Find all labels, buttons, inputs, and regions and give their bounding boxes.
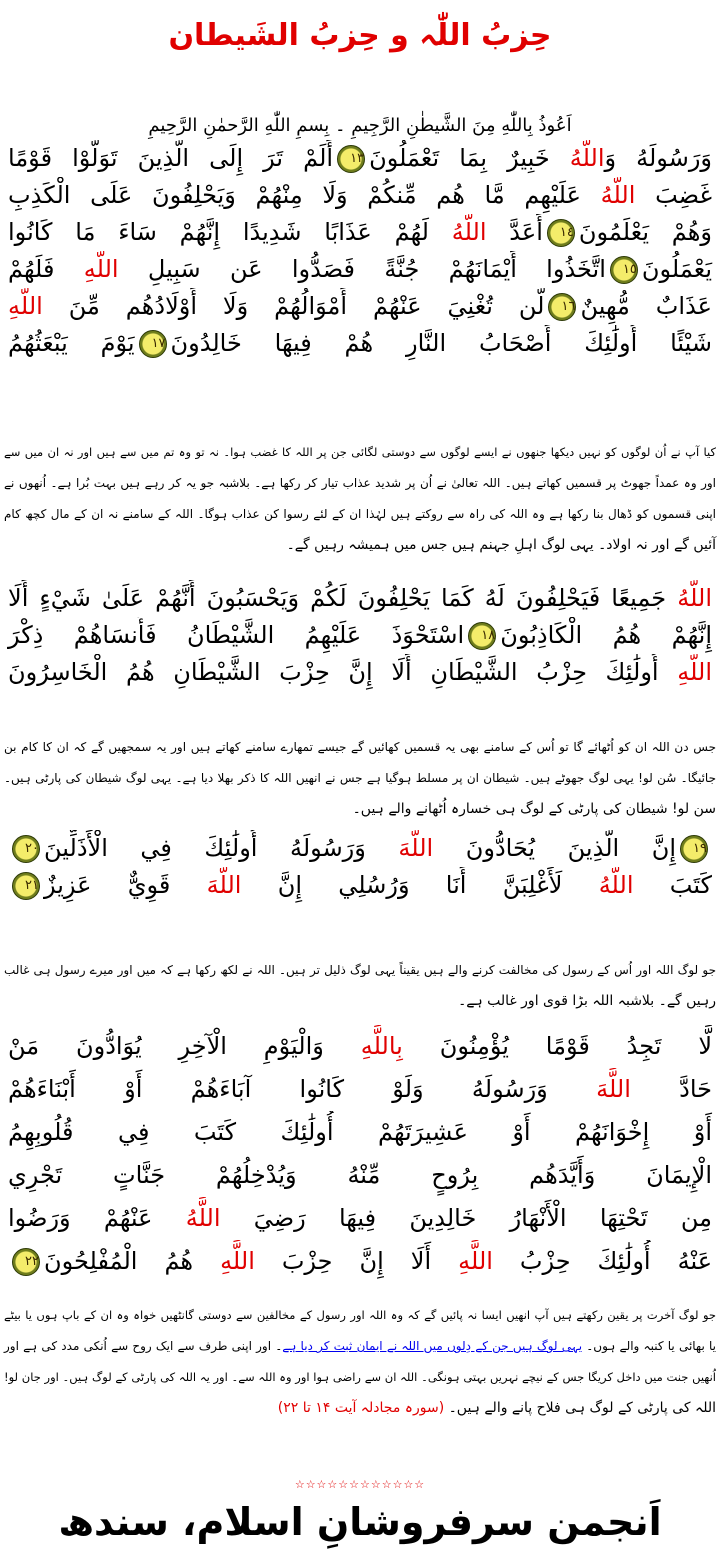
page-title: حِزبُ اللّٰہ و حِزبُ الشَیطان	[168, 18, 552, 53]
divine-name: اللَّهِ	[8, 292, 43, 320]
text-segment: أَلَا إِنَّ حِزْبَ	[254, 1247, 459, 1275]
translation-line	[0, 437, 720, 468]
divine-name: اللَّهُ	[677, 584, 712, 612]
verse-line	[0, 654, 720, 691]
translation-line	[0, 1393, 720, 1424]
verse-line	[0, 1111, 720, 1154]
ayah-number-marker-icon: ٢١	[12, 872, 40, 900]
verse-line	[0, 830, 720, 867]
divine-name: اللَّهُ	[185, 1204, 221, 1232]
divine-name: اللَّهَ	[398, 834, 434, 862]
ayah-number-marker-icon: ١٦	[548, 293, 576, 321]
text-segment: جائیگا۔ سُن لو! یہی لوگ جھوٹے ہیں۔ شیطان ان پر مسلط ہوگیا ہے جس نے انھیں اللہ کا ذکر بھلا دیا ہے۔ یہی لوگ شیطان کی پارٹی ہیں۔	[4, 771, 716, 785]
translation-line	[0, 763, 720, 794]
divine-name: اللَّهِ	[83, 255, 119, 283]
text-segment: مِن تَحْتِهَا الْأَنْهَارُ خَالِدِينَ فِيهَا رَضِيَ	[220, 1204, 712, 1232]
text-segment: اُنھیں جنت میں داخل کریگا جس کے نیچے نہریں بہتی ہونگی۔ اللہ ان سے راضی ہوا اور وہ اللہ سے۔ اور یہ اللہ کی پارٹی کے لوگ ہیں۔ اور جان لو!	[4, 1370, 716, 1384]
urdu-translation-4	[0, 1300, 720, 1424]
quran-verses-17-19	[0, 580, 720, 691]
text-segment: اپنی قسموں کو ڈھال بنا رکھا ہے وہ اللہ کی راہ سے روکتے ہیں لہٰذا ان کے لئے رسوا کن عذاب ہوگا۔ اللہ کے سامنے نہ ان کے مال کچھ کام	[4, 507, 716, 521]
divine-name: اللَّهِ	[220, 1247, 255, 1275]
translation-line	[0, 732, 720, 763]
organization-name: اَنجمن سرفروشانِ اسلام، سندھ	[58, 1500, 662, 1544]
text-segment: الْإِيمَانَ وَأَيَّدَهُم بِرُوحٍ مِّنْهُ وَيُدْخِلُهُمْ جَنَّاتٍ تَجْرِي	[8, 1161, 712, 1189]
divine-name: اللَّهُ	[598, 871, 634, 899]
urdu-translation-1	[0, 437, 720, 561]
text-segment: وَرَسُولَهُ وَلَوْ كَانُوا آبَاءَهُمْ أَوْ أَبْنَاءَهُمْ	[8, 1075, 597, 1103]
translation-line	[0, 1331, 720, 1362]
verse-line	[0, 1154, 720, 1197]
verse-line	[0, 214, 720, 251]
verse-line	[0, 1197, 720, 1240]
verse-line	[0, 617, 720, 654]
ayah-number-marker-icon: ١٨	[468, 622, 496, 650]
text-segment: وَرَسُولَهُ أُولَٰئِكَ فِي الْأَذَلِّينَ	[44, 834, 399, 862]
basmala: اَعُوذُ بِاللّٰهِ مِنَ الشَّیطٰنِ الرَّجِیمِ ۔ بِسمِ اللّٰهِ الرَّحمٰنِ الرَّحِیمِ	[148, 115, 572, 136]
text-segment: وَهُمْ يَعْلَمُونَ	[578, 218, 712, 246]
text-segment: اللہ کی پارٹی کے لوگ ہی فلاح پانے والے ہیں۔	[444, 1400, 716, 1416]
text-segment: عَلَيْهِم مَّا هُم مِّنكُمْ وَلَا مِنْهُمْ وَيَحْلِفُونَ عَلَى الْكَذِبِ	[8, 181, 601, 209]
translation-line	[0, 468, 720, 499]
verse-line	[0, 177, 720, 214]
text-segment: وَرَسُولَهُ وَ	[604, 144, 712, 172]
quran-verse-22	[0, 1025, 720, 1295]
divine-name: اللَّهَ	[596, 1075, 631, 1103]
ayah-number-marker-icon: ١٤	[547, 219, 575, 247]
text-segment: يَوْمَ يَبْعَثُهُمُ	[8, 329, 135, 357]
text-segment: خَبِيرٌ بِمَا تَعْمَلُونَ	[369, 144, 570, 172]
text-segment: اور وہ عمداً جھوٹ پر قسمیں کھاتے ہیں۔ اللہ تعالیٰ نے اُن پر شدید عذاب تیار کر رکھا ہے۔ بلاشبہ جو یہ کر رہے ہیں بہت بُرا ہے۔ اُنھوں نے	[4, 476, 716, 490]
ayah-number-marker-icon: ١٩	[680, 835, 708, 863]
verse-line	[0, 1068, 720, 1111]
quran-verses-19-21	[0, 830, 720, 904]
verse-line	[0, 140, 720, 177]
ayah-number-marker-icon: ١٣	[337, 145, 365, 173]
verse-line	[0, 580, 720, 617]
verse-line	[0, 867, 720, 904]
translation-line	[0, 1362, 720, 1393]
text-segment: غَضِبَ	[635, 181, 712, 209]
text-segment: عَنْهُ أُولَٰئِكَ حِزْبُ	[492, 1247, 713, 1275]
text-segment: لَهُمْ عَذَابًا شَدِيدًا إِنَّهُمْ سَاءَ مَا كَانُوا	[8, 218, 452, 246]
surah-reference: (سورہ مجادلہ آیت ۱۴ تا ۲۲)	[277, 1400, 445, 1416]
translation-line	[0, 1300, 720, 1331]
text-segment: جو لوگ اللہ اور اُس کے رسول کی مخالفت کرنے والے ہیں یقیناً یہی لوگ ذلیل تر ہیں۔ اللہ نے لکھ رکھا ہے کہ میں اور میرے رسول ہی غالب	[4, 963, 716, 977]
divine-name: اللَّهِ	[677, 658, 712, 686]
divine-name: اللَّهِ	[458, 1247, 493, 1275]
star-divider: ☆☆☆☆☆☆☆☆☆☆☆☆	[294, 1478, 426, 1491]
verse-line	[0, 1025, 720, 1068]
text-segment: هُمُ الْمُفْلِحُونَ	[44, 1247, 221, 1275]
text-segment: إِنَّهُمْ هُمُ الْكَاذِبُونَ	[500, 621, 712, 649]
text-segment: أَلَمْ تَرَ إِلَى الَّذِينَ تَوَلَّوْا قَوْمًا	[8, 144, 334, 172]
verse-line	[0, 1240, 720, 1283]
text-segment: يَعْمَلُونَ	[641, 255, 712, 283]
divine-name: اللَّهُ	[569, 144, 605, 172]
text-segment: إِنَّ الَّذِينَ يُحَادُّونَ	[433, 834, 676, 862]
verse-line	[0, 251, 720, 288]
text-segment: یا بھائی یا کنبہ والے ہوں۔	[582, 1339, 717, 1353]
text-segment: کیا آپ نے اُن لوگوں کو نہیں دیکھا جنھوں نے ایسے لوگوں سے دوستی لگائی جن پر اللہ کا غضب ہوا۔ نہ تو وہ تم میں سے ہیں اور نہ ان میں سے	[4, 445, 716, 459]
text-segment: جَمِيعًا فَيَحْلِفُونَ لَهُ كَمَا يَحْلِفُونَ لَكُمْ وَيَحْسَبُونَ أَنَّهُمْ عَلَىٰ شَيْءٍ أَلَا	[8, 584, 678, 612]
text-segment: أَعَدَّ	[486, 218, 543, 246]
ayah-number-marker-icon: ٢٠	[12, 835, 40, 863]
text-segment: لَّن تُغْنِيَ عَنْهُمْ أَمْوَالُهُمْ وَلَا أَوْلَادُهُم مِّنَ	[42, 292, 545, 320]
urdu-translation-2	[0, 732, 720, 825]
text-segment: جو لوگ آخرت پر یقین رکھتے ہیں آپ انھیں ایسا نہ پائیں گے کہ وہ اللہ اور رسول کے مخالفین سے دوستی گانٹھیں خواہ وہ ان کے باپ ہوں یا بیٹے	[4, 1308, 716, 1322]
text-segment: حَادَّ	[630, 1075, 713, 1103]
urdu-translation-3	[0, 955, 720, 1017]
translation-line	[0, 986, 720, 1017]
ayah-number-marker-icon: ١٧	[139, 330, 167, 358]
ayah-number-marker-icon: ١٥	[610, 256, 638, 284]
divine-name: اللَّهُ	[600, 181, 636, 209]
text-segment: رہیں گے۔ بلاشبہ اللہ بڑا قوی اور غالب ہے۔	[458, 993, 716, 1009]
text-segment: اسْتَحْوَذَ عَلَيْهِمُ الشَّيْطَانُ فَأَنسَاهُمْ ذِكْرَ	[8, 621, 465, 649]
translation-line	[0, 794, 720, 825]
text-segment: آئیں گے اور نہ اولاد۔ یہی لوگ اہلِ جہنم ہیں جس میں ہمیشہ رہیں گے۔	[286, 537, 716, 553]
text-segment: جس دن اللہ ان کو اُٹھائے گا تو اُس کے سامنے بھی یہ قسمیں کھائیں گے جیسے تمھارے سامنے کھاتے ہیں اور یہ سمجھیں گے کہ ان کا کام بن	[4, 740, 716, 754]
text-segment: وَالْيَوْمِ الْآخِرِ يُوَادُّونَ مَنْ	[8, 1032, 361, 1060]
text-segment: عَذَابٌ مُّهِينٌ	[580, 292, 712, 320]
verse-line	[0, 325, 720, 362]
divine-name: بِاللَّهِ	[360, 1032, 403, 1060]
translation-line	[0, 955, 720, 986]
text-segment: قَوِيٌّ عَزِيزٌ	[44, 871, 207, 899]
text-segment: ۔ اور اپنی طرف سے ایک روح سے اُنکی مدد کی ہے اور	[4, 1339, 283, 1353]
divine-name: اللَّهَ	[206, 871, 242, 899]
text-segment: لَأَغْلِبَنَّ أَنَا وَرُسُلِي إِنَّ	[241, 871, 599, 899]
text-segment: اتَّخَذُوا أَيْمَانَهُمْ جُنَّةً فَصَدُّوا عَن سَبِيلِ	[118, 255, 606, 283]
quran-verses-13-17	[0, 140, 720, 362]
text-segment: كَتَبَ	[633, 871, 712, 899]
translation-line	[0, 530, 720, 561]
highlighted-text: یہی لوگ ہیں جن کے دِلوں میں اللہ نے ایمان ثبت کر دیا ہے	[282, 1339, 583, 1353]
text-segment: شَيْئًا أُولَٰئِكَ أَصْحَابُ النَّارِ هُمْ فِيهَا خَالِدُونَ	[170, 329, 713, 357]
verse-line	[0, 288, 720, 325]
divine-name: اللَّهُ	[451, 218, 487, 246]
text-segment: لَّا تَجِدُ قَوْمًا يُؤْمِنُونَ	[402, 1032, 712, 1060]
text-segment: أَوْ إِخْوَانَهُمْ أَوْ عَشِيرَتَهُمْ أُولَٰئِكَ كَتَبَ فِي قُلُوبِهِمُ	[8, 1118, 712, 1146]
text-segment: سن لو! شیطان کی پارٹی کے لوگ ہی خسارہ اُٹھانے والے ہیں۔	[352, 801, 716, 817]
translation-line	[0, 499, 720, 530]
ayah-number-marker-icon: ٢٢	[12, 1248, 40, 1276]
text-segment: فَلَهُمْ	[8, 255, 84, 283]
text-segment: أُولَٰئِكَ حِزْبُ الشَّيْطَانِ أَلَا إِنَّ حِزْبَ الشَّيْطَانِ هُمُ الْخَاسِرُونَ	[8, 658, 678, 686]
text-segment: عَنْهُمْ وَرَضُوا	[8, 1204, 186, 1232]
